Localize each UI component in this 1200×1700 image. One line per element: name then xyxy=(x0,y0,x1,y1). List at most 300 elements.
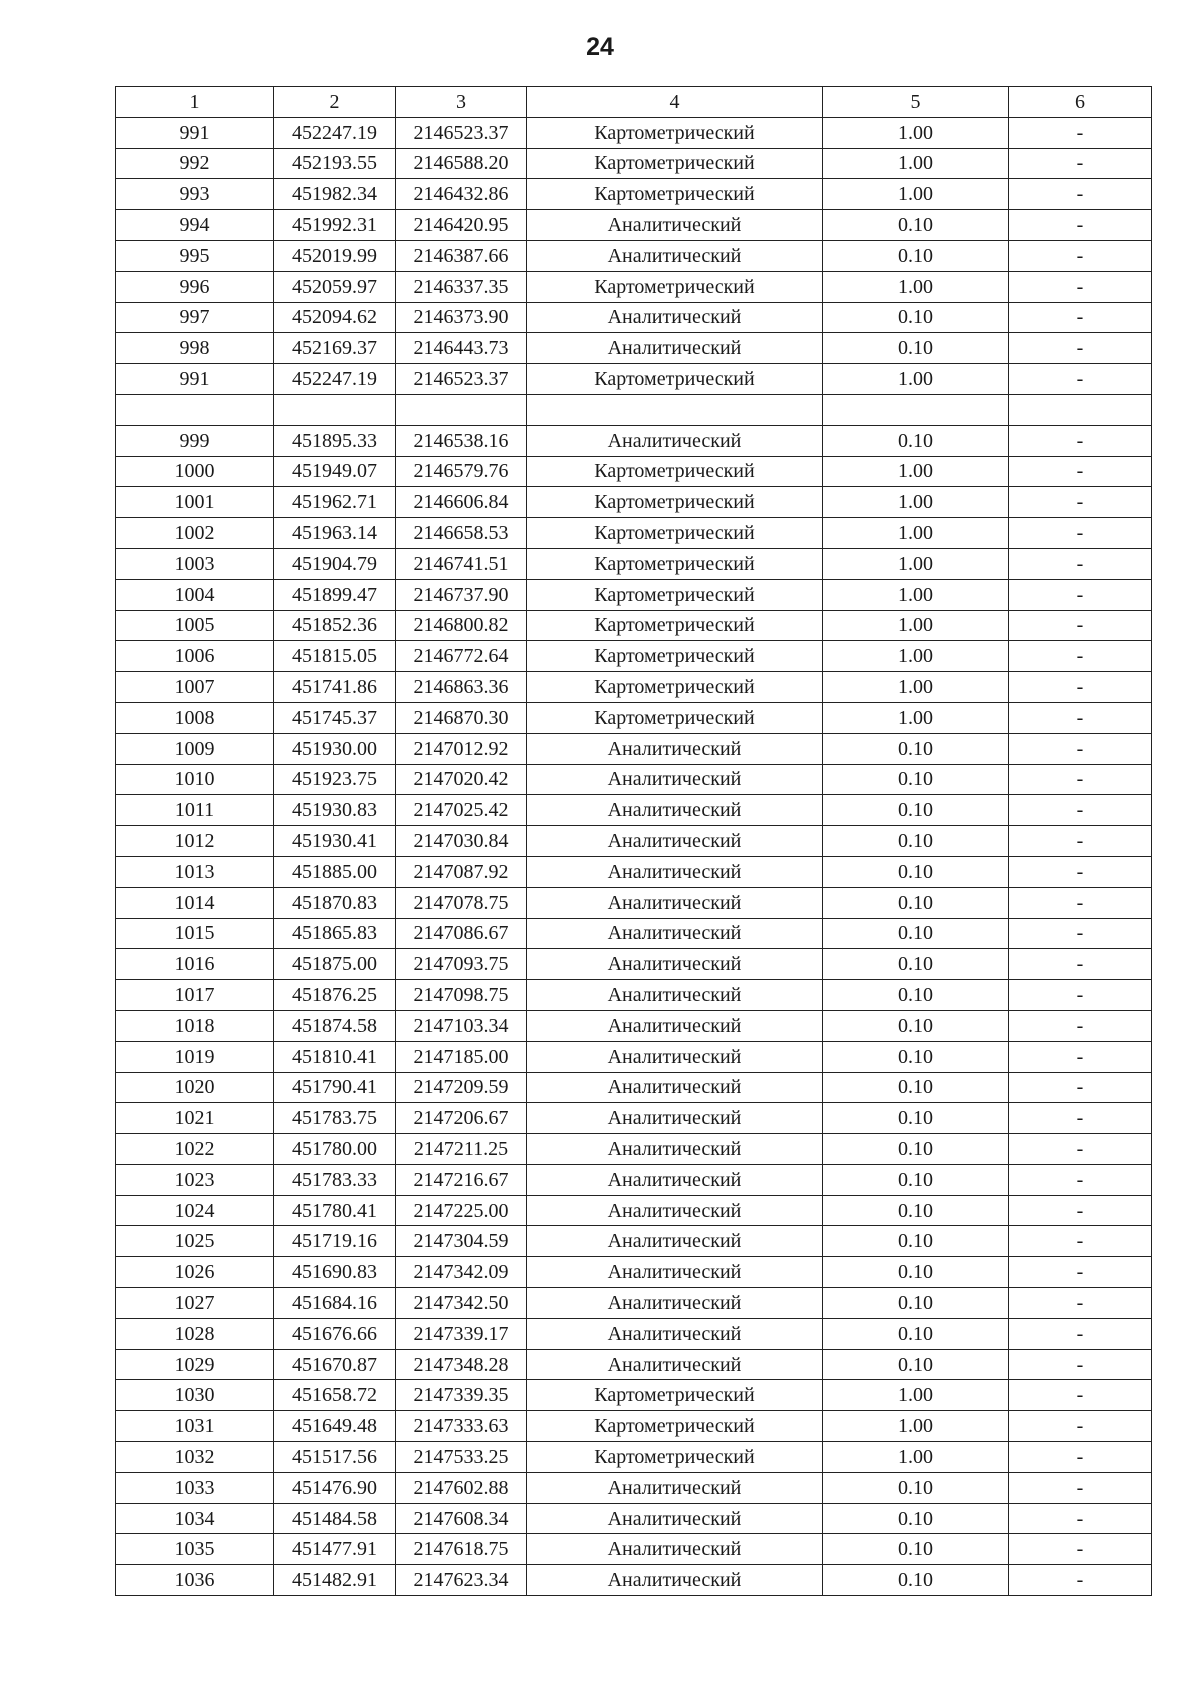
cell-x-coordinate: 452169.37 xyxy=(274,333,396,364)
cell-point-number: 996 xyxy=(116,271,274,302)
cell-accuracy: 0.10 xyxy=(823,1103,1009,1134)
header-cell-y-coordinate: 3 xyxy=(396,87,527,118)
cell-note: - xyxy=(1009,795,1152,826)
cell-method: Аналитический xyxy=(527,1534,823,1565)
cell-x-coordinate: 451517.56 xyxy=(274,1442,396,1473)
cell-x-coordinate: 451962.71 xyxy=(274,487,396,518)
table-row xyxy=(116,487,1152,518)
cell-method: Картометрический xyxy=(527,702,823,733)
cell-point-number: 1012 xyxy=(116,826,274,857)
cell-accuracy: 0.10 xyxy=(823,1288,1009,1319)
cell-x-coordinate: 451899.47 xyxy=(274,579,396,610)
cell-method: Аналитический xyxy=(527,240,823,271)
cell-x-coordinate: 451885.00 xyxy=(274,856,396,887)
cell-y-coordinate: 2146658.53 xyxy=(396,518,527,549)
table-header xyxy=(116,87,1152,118)
cell-method: Картометрический xyxy=(527,148,823,179)
cell-accuracy: 1.00 xyxy=(823,579,1009,610)
cell-method: Аналитический xyxy=(527,425,823,456)
cell-x-coordinate: 451482.91 xyxy=(274,1565,396,1596)
table-row xyxy=(116,795,1152,826)
table-row xyxy=(116,1503,1152,1534)
cell-note: - xyxy=(1009,117,1152,148)
cell-accuracy: 0.10 xyxy=(823,1349,1009,1380)
table-row xyxy=(116,1103,1152,1134)
cell-accuracy: 0.10 xyxy=(823,302,1009,333)
cell-point-number: 997 xyxy=(116,302,274,333)
cell-accuracy: 0.10 xyxy=(823,764,1009,795)
cell-method: Аналитический xyxy=(527,1195,823,1226)
cell-note: - xyxy=(1009,826,1152,857)
cell-x-coordinate: 451780.41 xyxy=(274,1195,396,1226)
cell-method: Аналитический xyxy=(527,764,823,795)
coordinates-table xyxy=(115,86,1152,1596)
table-row xyxy=(116,456,1152,487)
cell-y-coordinate xyxy=(396,394,527,425)
cell-point-number: 1030 xyxy=(116,1380,274,1411)
cell-point-number: 1031 xyxy=(116,1411,274,1442)
cell-point-number: 1014 xyxy=(116,887,274,918)
cell-y-coordinate: 2147086.67 xyxy=(396,918,527,949)
cell-y-coordinate: 2147225.00 xyxy=(396,1195,527,1226)
cell-note: - xyxy=(1009,548,1152,579)
cell-point-number: 1020 xyxy=(116,1072,274,1103)
table-row xyxy=(116,579,1152,610)
cell-note: - xyxy=(1009,1288,1152,1319)
cell-point-number: 992 xyxy=(116,148,274,179)
cell-x-coordinate: 451963.14 xyxy=(274,518,396,549)
cell-method: Аналитический xyxy=(527,733,823,764)
cell-point-number: 1000 xyxy=(116,456,274,487)
table-row xyxy=(116,1318,1152,1349)
cell-point-number: 1036 xyxy=(116,1565,274,1596)
cell-point-number: 1010 xyxy=(116,764,274,795)
cell-note: - xyxy=(1009,425,1152,456)
cell-accuracy: 1.00 xyxy=(823,1380,1009,1411)
table-row xyxy=(116,1534,1152,1565)
cell-y-coordinate: 2147209.59 xyxy=(396,1072,527,1103)
cell-x-coordinate: 451930.83 xyxy=(274,795,396,826)
table-row xyxy=(116,1134,1152,1165)
cell-y-coordinate: 2147098.75 xyxy=(396,980,527,1011)
table-row xyxy=(116,1411,1152,1442)
cell-x-coordinate: 452019.99 xyxy=(274,240,396,271)
cell-y-coordinate: 2147012.92 xyxy=(396,733,527,764)
cell-y-coordinate: 2146443.73 xyxy=(396,333,527,364)
table-row xyxy=(116,117,1152,148)
table-row xyxy=(116,918,1152,949)
cell-x-coordinate: 451783.33 xyxy=(274,1164,396,1195)
cell-point-number: 1027 xyxy=(116,1288,274,1319)
cell-method: Картометрический xyxy=(527,271,823,302)
cell-note: - xyxy=(1009,1103,1152,1134)
cell-note: - xyxy=(1009,456,1152,487)
cell-y-coordinate: 2147093.75 xyxy=(396,949,527,980)
cell-note: - xyxy=(1009,487,1152,518)
cell-x-coordinate: 451923.75 xyxy=(274,764,396,795)
cell-method: Аналитический xyxy=(527,1041,823,1072)
cell-point-number: 1033 xyxy=(116,1472,274,1503)
cell-note: - xyxy=(1009,1380,1152,1411)
table-row xyxy=(116,1041,1152,1072)
header-cell-x-coordinate: 2 xyxy=(274,87,396,118)
cell-method: Картометрический xyxy=(527,1411,823,1442)
table-row xyxy=(116,1380,1152,1411)
cell-point-number: 1005 xyxy=(116,610,274,641)
cell-note: - xyxy=(1009,949,1152,980)
cell-method: Аналитический xyxy=(527,1134,823,1165)
table-row xyxy=(116,518,1152,549)
cell-x-coordinate: 452094.62 xyxy=(274,302,396,333)
table-row xyxy=(116,548,1152,579)
cell-point-number: 1025 xyxy=(116,1226,274,1257)
table-row xyxy=(116,1349,1152,1380)
cell-note: - xyxy=(1009,641,1152,672)
cell-x-coordinate: 451676.66 xyxy=(274,1318,396,1349)
cell-accuracy: 0.10 xyxy=(823,333,1009,364)
cell-y-coordinate: 2146800.82 xyxy=(396,610,527,641)
cell-note: - xyxy=(1009,610,1152,641)
cell-point-number: 1017 xyxy=(116,980,274,1011)
cell-note: - xyxy=(1009,1164,1152,1195)
cell-note: - xyxy=(1009,1257,1152,1288)
cell-method: Аналитический xyxy=(527,949,823,980)
table-row xyxy=(116,1442,1152,1473)
cell-note: - xyxy=(1009,364,1152,395)
cell-method: Аналитический xyxy=(527,1318,823,1349)
table-body xyxy=(116,117,1152,1595)
table-row xyxy=(116,733,1152,764)
cell-method: Картометрический xyxy=(527,610,823,641)
table-row xyxy=(116,672,1152,703)
cell-note: - xyxy=(1009,333,1152,364)
cell-note: - xyxy=(1009,764,1152,795)
cell-x-coordinate: 451684.16 xyxy=(274,1288,396,1319)
cell-accuracy: 1.00 xyxy=(823,702,1009,733)
cell-x-coordinate: 451949.07 xyxy=(274,456,396,487)
table-row xyxy=(116,826,1152,857)
table-row xyxy=(116,148,1152,179)
cell-x-coordinate: 451895.33 xyxy=(274,425,396,456)
cell-note: - xyxy=(1009,271,1152,302)
cell-accuracy: 1.00 xyxy=(823,672,1009,703)
cell-point-number: 1035 xyxy=(116,1534,274,1565)
cell-note: - xyxy=(1009,733,1152,764)
cell-point-number: 994 xyxy=(116,210,274,241)
table-row xyxy=(116,887,1152,918)
cell-x-coordinate: 452247.19 xyxy=(274,117,396,148)
table-row xyxy=(116,1010,1152,1041)
cell-x-coordinate: 451930.41 xyxy=(274,826,396,857)
cell-point-number: 1022 xyxy=(116,1134,274,1165)
cell-method: Аналитический xyxy=(527,1072,823,1103)
cell-accuracy: 1.00 xyxy=(823,487,1009,518)
cell-note: - xyxy=(1009,1010,1152,1041)
cell-accuracy: 0.10 xyxy=(823,1257,1009,1288)
cell-point-number xyxy=(116,394,274,425)
table-row xyxy=(116,425,1152,456)
cell-method: Аналитический xyxy=(527,1503,823,1534)
cell-method: Аналитический xyxy=(527,1349,823,1380)
header-cell-accuracy: 5 xyxy=(823,87,1009,118)
cell-method: Аналитический xyxy=(527,210,823,241)
cell-method: Аналитический xyxy=(527,333,823,364)
table-row xyxy=(116,1257,1152,1288)
cell-accuracy: 0.10 xyxy=(823,887,1009,918)
cell-point-number: 1019 xyxy=(116,1041,274,1072)
cell-accuracy: 1.00 xyxy=(823,117,1009,148)
cell-method: Аналитический xyxy=(527,1565,823,1596)
cell-note: - xyxy=(1009,887,1152,918)
cell-accuracy: 0.10 xyxy=(823,1072,1009,1103)
cell-accuracy: 1.00 xyxy=(823,179,1009,210)
cell-x-coordinate: 451982.34 xyxy=(274,179,396,210)
cell-accuracy: 0.10 xyxy=(823,826,1009,857)
cell-note: - xyxy=(1009,1565,1152,1596)
cell-y-coordinate: 2146606.84 xyxy=(396,487,527,518)
cell-y-coordinate: 2146538.16 xyxy=(396,425,527,456)
cell-x-coordinate: 451476.90 xyxy=(274,1472,396,1503)
cell-y-coordinate: 2146772.64 xyxy=(396,641,527,672)
cell-point-number: 1002 xyxy=(116,518,274,549)
cell-method xyxy=(527,394,823,425)
cell-method: Картометрический xyxy=(527,117,823,148)
cell-note: - xyxy=(1009,1411,1152,1442)
cell-method: Аналитический xyxy=(527,1472,823,1503)
cell-note: - xyxy=(1009,1318,1152,1349)
cell-y-coordinate: 2147608.34 xyxy=(396,1503,527,1534)
table-row xyxy=(116,210,1152,241)
cell-accuracy: 1.00 xyxy=(823,518,1009,549)
cell-note: - xyxy=(1009,148,1152,179)
cell-note: - xyxy=(1009,1134,1152,1165)
cell-accuracy: 0.10 xyxy=(823,425,1009,456)
cell-x-coordinate: 451780.00 xyxy=(274,1134,396,1165)
table-row xyxy=(116,949,1152,980)
cell-y-coordinate: 2147339.35 xyxy=(396,1380,527,1411)
cell-y-coordinate: 2146420.95 xyxy=(396,210,527,241)
cell-x-coordinate: 451875.00 xyxy=(274,949,396,980)
cell-note: - xyxy=(1009,918,1152,949)
table-row xyxy=(116,1164,1152,1195)
cell-x-coordinate: 451741.86 xyxy=(274,672,396,703)
cell-accuracy: 1.00 xyxy=(823,364,1009,395)
table-row xyxy=(116,364,1152,395)
cell-point-number: 1029 xyxy=(116,1349,274,1380)
cell-y-coordinate: 2147533.25 xyxy=(396,1442,527,1473)
cell-accuracy: 0.10 xyxy=(823,733,1009,764)
cell-x-coordinate: 452247.19 xyxy=(274,364,396,395)
cell-method: Картометрический xyxy=(527,456,823,487)
cell-accuracy: 0.10 xyxy=(823,1565,1009,1596)
cell-y-coordinate: 2147211.25 xyxy=(396,1134,527,1165)
cell-y-coordinate: 2147339.17 xyxy=(396,1318,527,1349)
cell-point-number: 1018 xyxy=(116,1010,274,1041)
cell-accuracy: 1.00 xyxy=(823,641,1009,672)
cell-y-coordinate: 2146579.76 xyxy=(396,456,527,487)
cell-x-coordinate: 451870.83 xyxy=(274,887,396,918)
table-row xyxy=(116,1288,1152,1319)
cell-y-coordinate: 2147602.88 xyxy=(396,1472,527,1503)
cell-y-coordinate: 2147216.67 xyxy=(396,1164,527,1195)
cell-point-number: 995 xyxy=(116,240,274,271)
cell-point-number: 999 xyxy=(116,425,274,456)
cell-accuracy: 0.10 xyxy=(823,1318,1009,1349)
cell-accuracy: 0.10 xyxy=(823,1534,1009,1565)
cell-x-coordinate: 451484.58 xyxy=(274,1503,396,1534)
cell-note: - xyxy=(1009,1072,1152,1103)
cell-note: - xyxy=(1009,1041,1152,1072)
cell-accuracy: 1.00 xyxy=(823,456,1009,487)
cell-point-number: 1034 xyxy=(116,1503,274,1534)
cell-note: - xyxy=(1009,1195,1152,1226)
cell-y-coordinate: 2147333.63 xyxy=(396,1411,527,1442)
cell-note: - xyxy=(1009,210,1152,241)
table-row xyxy=(116,179,1152,210)
cell-method: Аналитический xyxy=(527,980,823,1011)
header-cell-note: 6 xyxy=(1009,87,1152,118)
cell-method: Картометрический xyxy=(527,518,823,549)
cell-method: Картометрический xyxy=(527,1442,823,1473)
cell-method: Картометрический xyxy=(527,364,823,395)
table-row xyxy=(116,1472,1152,1503)
cell-method: Аналитический xyxy=(527,1257,823,1288)
cell-method: Аналитический xyxy=(527,1010,823,1041)
cell-y-coordinate: 2147618.75 xyxy=(396,1534,527,1565)
cell-note: - xyxy=(1009,240,1152,271)
cell-accuracy: 1.00 xyxy=(823,1411,1009,1442)
cell-note: - xyxy=(1009,579,1152,610)
cell-x-coordinate: 451719.16 xyxy=(274,1226,396,1257)
cell-y-coordinate: 2147103.34 xyxy=(396,1010,527,1041)
cell-accuracy: 1.00 xyxy=(823,548,1009,579)
cell-y-coordinate: 2146337.35 xyxy=(396,271,527,302)
table-row xyxy=(116,1565,1152,1596)
cell-y-coordinate: 2146737.90 xyxy=(396,579,527,610)
cell-x-coordinate: 451670.87 xyxy=(274,1349,396,1380)
cell-x-coordinate: 451477.91 xyxy=(274,1534,396,1565)
cell-note: - xyxy=(1009,1349,1152,1380)
header-cell-method: 4 xyxy=(527,87,823,118)
cell-method: Аналитический xyxy=(527,1288,823,1319)
cell-point-number: 1011 xyxy=(116,795,274,826)
cell-x-coordinate: 451904.79 xyxy=(274,548,396,579)
cell-accuracy: 0.10 xyxy=(823,1010,1009,1041)
cell-accuracy: 0.10 xyxy=(823,856,1009,887)
cell-x-coordinate: 452059.97 xyxy=(274,271,396,302)
cell-accuracy: 0.10 xyxy=(823,1164,1009,1195)
cell-point-number: 1032 xyxy=(116,1442,274,1473)
cell-method: Аналитический xyxy=(527,1103,823,1134)
cell-note: - xyxy=(1009,1226,1152,1257)
header-row xyxy=(116,87,1152,118)
cell-note: - xyxy=(1009,980,1152,1011)
cell-note: - xyxy=(1009,1472,1152,1503)
cell-y-coordinate: 2147348.28 xyxy=(396,1349,527,1380)
cell-x-coordinate: 451874.58 xyxy=(274,1010,396,1041)
cell-point-number: 993 xyxy=(116,179,274,210)
cell-y-coordinate: 2147623.34 xyxy=(396,1565,527,1596)
cell-point-number: 1013 xyxy=(116,856,274,887)
cell-accuracy: 0.10 xyxy=(823,918,1009,949)
cell-method: Аналитический xyxy=(527,795,823,826)
cell-accuracy xyxy=(823,394,1009,425)
cell-point-number: 1008 xyxy=(116,702,274,733)
cell-method: Картометрический xyxy=(527,579,823,610)
cell-point-number: 1004 xyxy=(116,579,274,610)
cell-accuracy: 0.10 xyxy=(823,795,1009,826)
cell-accuracy: 0.10 xyxy=(823,1503,1009,1534)
cell-note: - xyxy=(1009,1534,1152,1565)
cell-method: Аналитический xyxy=(527,1164,823,1195)
cell-y-coordinate: 2147030.84 xyxy=(396,826,527,857)
cell-y-coordinate: 2146387.66 xyxy=(396,240,527,271)
cell-accuracy: 1.00 xyxy=(823,148,1009,179)
cell-accuracy: 0.10 xyxy=(823,1226,1009,1257)
cell-y-coordinate: 2146373.90 xyxy=(396,302,527,333)
cell-note: - xyxy=(1009,1442,1152,1473)
cell-method: Аналитический xyxy=(527,826,823,857)
cell-method: Аналитический xyxy=(527,1226,823,1257)
table-row xyxy=(116,702,1152,733)
cell-method: Аналитический xyxy=(527,887,823,918)
cell-y-coordinate: 2146588.20 xyxy=(396,148,527,179)
cell-y-coordinate: 2147025.42 xyxy=(396,795,527,826)
cell-method: Аналитический xyxy=(527,856,823,887)
cell-accuracy: 0.10 xyxy=(823,1134,1009,1165)
cell-x-coordinate: 451852.36 xyxy=(274,610,396,641)
cell-y-coordinate: 2147078.75 xyxy=(396,887,527,918)
cell-point-number: 1006 xyxy=(116,641,274,672)
cell-point-number: 998 xyxy=(116,333,274,364)
cell-x-coordinate: 451790.41 xyxy=(274,1072,396,1103)
table-row xyxy=(116,764,1152,795)
table-row xyxy=(116,610,1152,641)
cell-accuracy: 1.00 xyxy=(823,271,1009,302)
cell-point-number: 1021 xyxy=(116,1103,274,1134)
cell-y-coordinate: 2146863.36 xyxy=(396,672,527,703)
cell-y-coordinate: 2147304.59 xyxy=(396,1226,527,1257)
cell-point-number: 1023 xyxy=(116,1164,274,1195)
cell-method: Картометрический xyxy=(527,179,823,210)
cell-method: Картометрический xyxy=(527,487,823,518)
cell-accuracy: 0.10 xyxy=(823,1195,1009,1226)
cell-y-coordinate: 2146523.37 xyxy=(396,364,527,395)
cell-method: Картометрический xyxy=(527,1380,823,1411)
cell-x-coordinate: 451783.75 xyxy=(274,1103,396,1134)
cell-x-coordinate: 451876.25 xyxy=(274,980,396,1011)
cell-point-number: 1015 xyxy=(116,918,274,949)
cell-point-number: 1028 xyxy=(116,1318,274,1349)
cell-method: Аналитический xyxy=(527,302,823,333)
table-row xyxy=(116,641,1152,672)
cell-y-coordinate: 2147206.67 xyxy=(396,1103,527,1134)
cell-accuracy: 0.10 xyxy=(823,1472,1009,1503)
cell-y-coordinate: 2146523.37 xyxy=(396,117,527,148)
cell-note: - xyxy=(1009,1503,1152,1534)
cell-x-coordinate xyxy=(274,394,396,425)
cell-point-number: 991 xyxy=(116,364,274,395)
header-cell-point-number: 1 xyxy=(116,87,274,118)
cell-accuracy: 1.00 xyxy=(823,1442,1009,1473)
cell-note: - xyxy=(1009,672,1152,703)
cell-x-coordinate: 451649.48 xyxy=(274,1411,396,1442)
cell-x-coordinate: 452193.55 xyxy=(274,148,396,179)
table-row xyxy=(116,1226,1152,1257)
cell-note: - xyxy=(1009,302,1152,333)
table-row xyxy=(116,980,1152,1011)
cell-point-number: 1024 xyxy=(116,1195,274,1226)
